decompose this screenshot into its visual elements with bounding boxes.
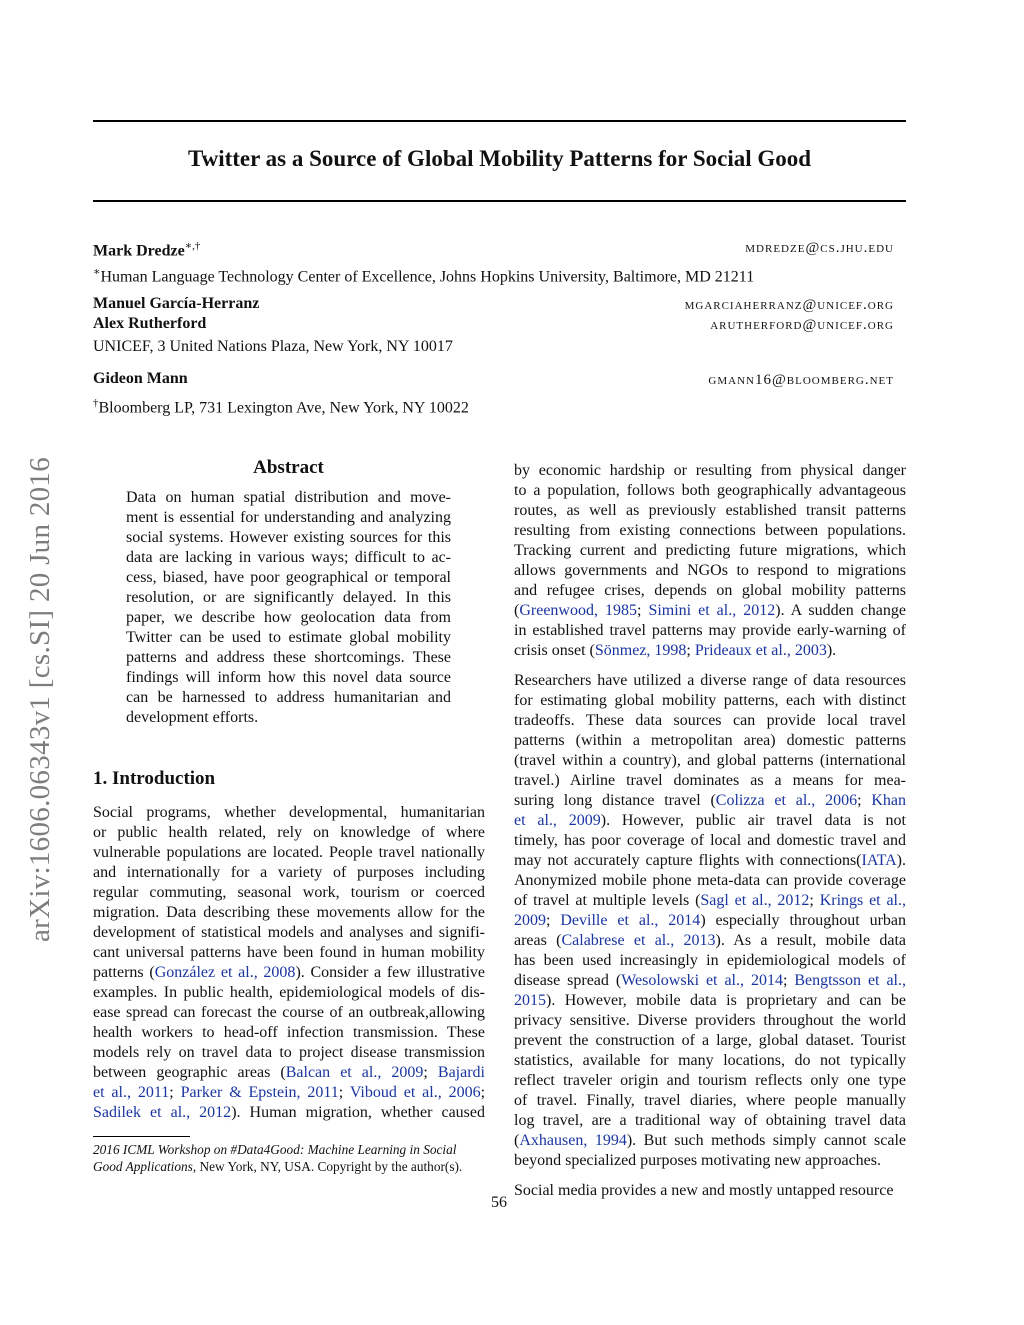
text-line: log travel, are a traditional way of obtaining travel data	[514, 1112, 906, 1129]
abstract	[126, 458, 451, 728]
citation-link[interactable]: Axhausen, 1994	[519, 1132, 627, 1149]
citation-link[interactable]: Prideaux et al., 2003	[694, 642, 827, 659]
citation-link[interactable]: IATA	[861, 852, 897, 869]
author-name: Alex Rutherford	[93, 315, 207, 332]
text-line: findings will inform how this novel data source	[126, 669, 451, 686]
citation-link[interactable]: Khan	[871, 792, 906, 809]
author-affiliation: ∗Human Language Technology Center of Excellence, Johns Hopkins University, Baltimore, MD 21211	[93, 266, 755, 286]
abstract-body	[126, 488, 451, 728]
paragraph	[514, 1181, 906, 1201]
author-name: Manuel García-Herranz	[93, 295, 260, 312]
text-line: travel.) Airline travel dominates as a means for mea-	[514, 772, 906, 789]
text-line: of travel. Finally, travel diaries, where people manually	[514, 1092, 906, 1109]
text-line: examples. In public health, epidemiological models of dis-	[93, 984, 485, 1001]
citation-link[interactable]: Bajardi	[437, 1064, 485, 1081]
right-column	[514, 461, 906, 1201]
citation-link[interactable]: Krings et al.,	[819, 892, 906, 909]
author-name: Mark Dredze∗,†	[93, 240, 201, 260]
text-line: vulnerable populations are located. People travel nationally	[93, 844, 485, 861]
citation-link[interactable]: Sagl et al., 2012	[700, 892, 810, 909]
text-line: Social media provides a new and mostly untapped resource	[514, 1182, 894, 1199]
footnote: 2016 ICML Workshop on #Data4Good: Machine Learning in Social Good Applications, New York, NY, USA. Copyright by the author(s).	[93, 1142, 463, 1174]
text-line: Social programs, whether developmental, humanitarian	[93, 804, 485, 821]
text-line: ease spread can forecast the course of an outbreak,allowing	[93, 1004, 485, 1021]
author-name: Gideon Mann	[93, 370, 188, 387]
text-line: areas (Calabrese et al., 2013). As a result, mobile data	[514, 932, 906, 949]
text-line: reflect traveler origin and tourism reflects only one type	[514, 1072, 906, 1089]
text-line: Twitter can be used to estimate global mobility	[126, 629, 451, 646]
text-line: statistics, available for many locations, do not typically	[514, 1052, 906, 1069]
citation-link[interactable]: Parker & Epstein, 2011	[180, 1084, 339, 1101]
text-line: (Greenwood, 1985; Simini et al., 2012). A sudden change	[514, 602, 907, 619]
citation-link[interactable]: Sadilek et al., 2012	[93, 1104, 232, 1121]
citation-link[interactable]: Wesolowski et al., 2014	[621, 972, 783, 989]
citation-link[interactable]: Calabrese et al., 2013	[561, 932, 716, 949]
text-line: resulting from existing connections between populations.	[514, 522, 906, 539]
citation-link[interactable]: Simini et al., 2012	[648, 602, 776, 619]
text-line: paper, we describe how geolocation data from	[126, 609, 451, 626]
text-line: social systems. However existing sources for this	[126, 529, 451, 546]
text-line: patterns (within a metropolitan area) domestic patterns	[514, 732, 906, 749]
text-line: of travel at multiple levels (Sagl et al., 2012; Krings et al.,	[514, 892, 906, 909]
text-line: by economic hardship or resulting from physical danger	[514, 462, 906, 479]
text-line: and refugee crises, depends on global mobility patterns	[514, 582, 906, 599]
text-line: Researchers have utilized a diverse range of data resources	[514, 672, 906, 689]
text-line: allows governments and NGOs to respond to migrations	[514, 562, 906, 579]
citation-link[interactable]: 2015	[514, 992, 546, 1009]
text-line: patterns (González et al., 2008). Consider a few illustrative	[93, 964, 485, 981]
text-line: models rely on travel data to project disease transmission	[93, 1044, 485, 1061]
text-line: disease spread (Wesolowski et al., 2014; Bengtsson et al.,	[514, 972, 906, 989]
text-line: has been used increasingly in epidemiological models of	[514, 952, 906, 969]
text-line: data are lacking in various ways; difficult to ac-	[126, 549, 451, 566]
text-line: for estimating global mobility patterns, each with distinct	[514, 692, 906, 709]
text-line: timely, has poor coverage of local and domestic travel and	[514, 832, 906, 849]
citation-link[interactable]: 2009	[514, 912, 546, 929]
text-line: (Axhausen, 1994). But such methods simply cannot scale	[514, 1132, 906, 1149]
citation-link[interactable]: Colizza et al., 2006	[715, 792, 858, 809]
citation-link[interactable]: Bengtsson et al.,	[794, 972, 906, 989]
text-line: et al., 2009). However, public air travel data is not	[514, 812, 906, 829]
text-line: prevent the construction of a large, global dataset. Tourist	[514, 1032, 906, 1049]
text-line: crisis onset (Sönmez, 1998; Prideaux et al., 2003).	[514, 642, 837, 659]
author-email[interactable]: mgarciaherranz@unicef.org	[684, 297, 894, 313]
text-line: privacy sensitive. Diverse providers throughout the world	[514, 1012, 906, 1029]
author-affiliation: UNICEF, 3 United Nations Plaza, New York, NY 10017	[93, 338, 453, 355]
paragraph	[514, 461, 906, 661]
author-affiliation: †Bloomberg LP, 731 Lexington Ave, New York, NY 10022	[93, 397, 469, 417]
paper-title: Twitter as a Source of Global Mobility Patterns for Social Good	[187, 146, 812, 171]
citation-link[interactable]: et al., 2009	[514, 812, 601, 829]
text-line: 2009; Deville et al., 2014) especially throughout urban	[514, 912, 907, 929]
text-line: migration. Data describing these movements allow for the	[93, 904, 485, 921]
citation-link[interactable]: González et al., 2008	[154, 964, 296, 981]
text-line: to a population, follows both geographically advantageous	[514, 482, 906, 499]
arxiv-identifier: arXiv:1606.06343v1 [cs.SI] 20 Jun 2016	[24, 456, 56, 942]
text-line: cant universal patterns have been found in human mobility	[93, 944, 485, 961]
text-line: Data on human spatial distribution and move-	[126, 489, 451, 506]
text-line: health workers to head-off infection transmission. These	[93, 1024, 485, 1041]
text-line: in established travel patterns may provide early-warning of	[514, 622, 906, 639]
text-line: between geographic areas (Balcan et al., 2009; Bajardi	[93, 1064, 485, 1081]
text-line: patterns and address these shortcomings. These	[126, 649, 451, 666]
title-top-rule	[93, 120, 906, 122]
citation-link[interactable]: Deville et al., 2014	[560, 912, 701, 929]
text-line: et al., 2011; Parker & Epstein, 2011; Viboud et al., 2006;	[93, 1084, 486, 1101]
paragraph	[514, 671, 906, 1171]
text-line: beyond specialized purposes motivating new approaches.	[514, 1152, 881, 1169]
text-line: development of statistical models and analyses and signifi-	[93, 924, 485, 941]
text-line: routes, as well as previously established transit patterns	[514, 502, 906, 519]
text-line: Tracking current and predicting future migrations, which	[514, 542, 906, 559]
text-line: can be harnessed to address humanitarian and	[126, 689, 451, 706]
text-line: regular commuting, seasonal work, tourism or coerced	[93, 884, 485, 901]
citation-link[interactable]: Balcan et al., 2009	[285, 1064, 424, 1081]
citation-link[interactable]: et al., 2011	[93, 1084, 170, 1101]
author-email[interactable]: arutherford@unicef.org	[710, 317, 894, 333]
text-line: (travel within a country), and global patterns (international	[514, 752, 906, 769]
citation-link[interactable]: Viboud et al., 2006	[349, 1084, 481, 1101]
title-bottom-rule	[93, 200, 906, 202]
text-line: may not accurately capture flights with connections(IATA).	[514, 852, 906, 869]
footnote-rule	[93, 1136, 190, 1137]
text-line: development efforts.	[126, 709, 259, 726]
author-email[interactable]: gmann16@bloomberg.net	[708, 372, 894, 388]
text-line: or public health related, rely on knowledge of where	[93, 824, 485, 841]
introduction-section	[93, 769, 485, 1123]
text-line: 2015). However, mobile data is proprietary and can be	[514, 992, 906, 1009]
text-line: resolution, or are significantly delayed. In this	[126, 589, 451, 606]
text-line: ment is essential for understanding and analyzing	[126, 509, 451, 526]
section-heading: 1. Introduction	[93, 768, 216, 789]
abstract-heading: Abstract	[253, 457, 324, 478]
page-number: 56	[491, 1194, 507, 1211]
text-line: tradeoffs. These data sources can provide local travel	[514, 712, 906, 729]
text-line: Sadilek et al., 2012). Human migration, whether caused	[93, 1104, 486, 1121]
citation-link[interactable]: Sönmez, 1998	[594, 642, 687, 659]
text-line: cess, biased, have poor geographical or temporal	[126, 569, 451, 586]
text-line: and internationally for a variety of purposes including	[93, 864, 485, 881]
author-email[interactable]: mdredze@cs.jhu.edu	[745, 240, 894, 256]
citation-link[interactable]: Greenwood, 1985	[519, 602, 637, 619]
text-line: Anonymized mobile phone meta-data can provide coverage	[514, 872, 906, 889]
text-line: suring long distance travel (Colizza et al., 2006; Khan	[514, 792, 906, 809]
